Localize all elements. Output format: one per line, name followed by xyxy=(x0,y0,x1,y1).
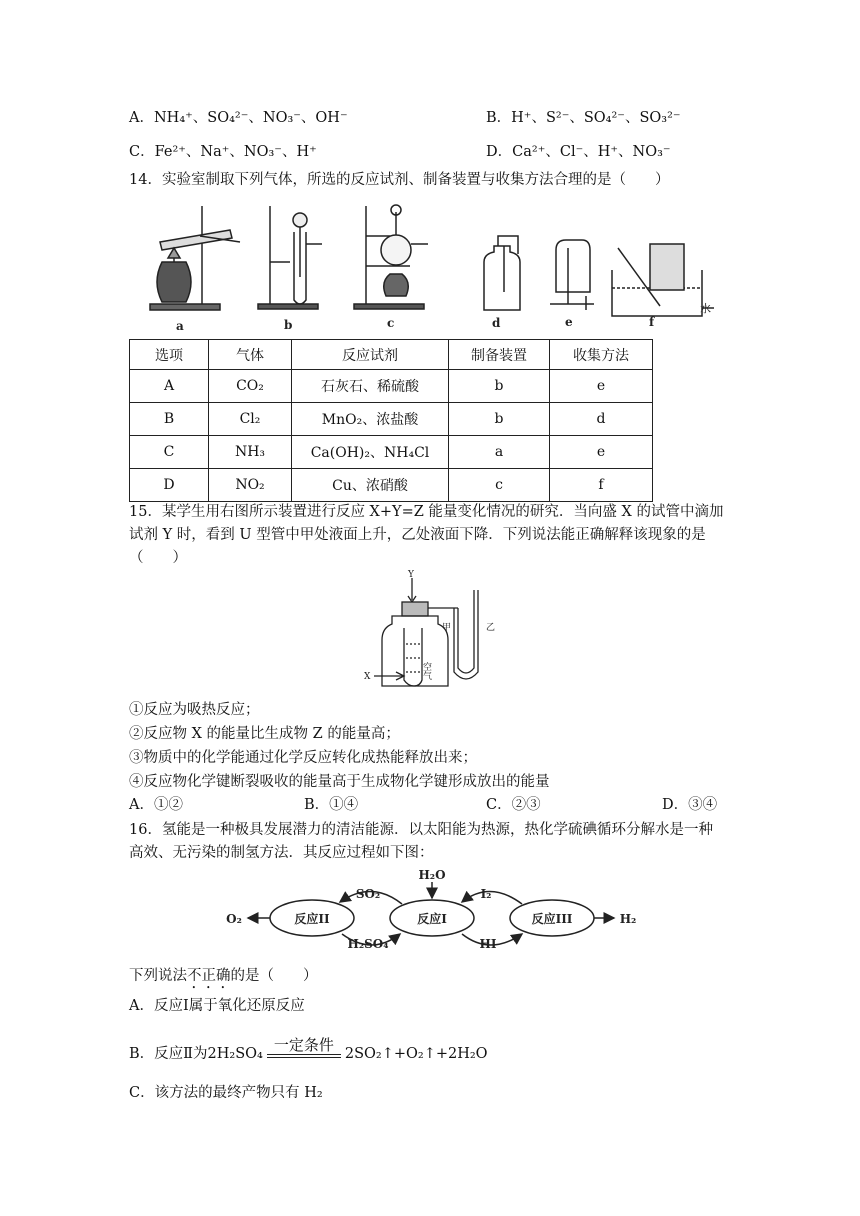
table-row xyxy=(130,370,653,403)
q15-option-c: C．②③ xyxy=(486,797,541,813)
label-air: 空气 xyxy=(421,662,431,680)
q16-question: 下列说法不正确的是（ ） xyxy=(129,968,318,984)
label-x: X xyxy=(364,672,371,682)
table-cell: D xyxy=(130,469,209,502)
table-cell: NO₂ xyxy=(209,469,292,502)
apparatus-e xyxy=(550,240,594,310)
table-header: 制备装置 xyxy=(449,340,550,370)
q15-statement-1: ①反应为吸热反应； xyxy=(129,702,260,718)
table-cell: CO₂ xyxy=(209,370,292,403)
table-cell: a xyxy=(449,436,550,469)
label-h2o: H₂O xyxy=(418,868,446,882)
table-cell: b xyxy=(449,370,550,403)
apparatus-f xyxy=(612,244,714,316)
q15-statement-2: ②反应物 X 的能量比生成物 Z 的能量高； xyxy=(129,726,400,742)
q15-option-a: A．①② xyxy=(129,797,183,813)
q16-stem-line2: 高效、无污染的制氢方法．其反应过程如下图： xyxy=(129,845,434,861)
table-cell: b xyxy=(449,403,550,436)
node-reaction-3: 反应III xyxy=(531,912,573,926)
label-so2: SO₂ xyxy=(355,887,381,901)
apparatus-c xyxy=(354,205,428,309)
table-cell: c xyxy=(449,469,550,502)
table-cell: B xyxy=(130,403,209,436)
table-cell: 石灰石、稀硫酸 xyxy=(292,370,449,403)
apparatus-b xyxy=(258,206,322,309)
q15-statement-3: ③物质中的化学能通过化学反应转化成热能释放出来； xyxy=(129,750,477,766)
label-hi: HI xyxy=(479,937,497,951)
q13-option-c: C．Fe²⁺、Na⁺、NO₃⁻、H⁺ xyxy=(129,144,317,160)
table-cell: NH₃ xyxy=(209,436,292,469)
table-row xyxy=(130,403,653,436)
table-row xyxy=(130,436,653,469)
table-header-row xyxy=(130,340,653,370)
q16-cycle-diagram xyxy=(222,866,642,962)
node-reaction-1: 反应I xyxy=(417,912,447,926)
q13-option-b: B．H⁺、S²⁻、SO₄²⁻、SO₃²⁻ xyxy=(486,110,681,126)
apparatus-a xyxy=(150,206,240,310)
table-cell: f xyxy=(550,469,653,502)
table-cell: d xyxy=(550,403,653,436)
table-cell: MnO₂、浓盐酸 xyxy=(292,403,449,436)
water-label: 水 xyxy=(700,302,711,315)
table-row xyxy=(130,469,653,502)
apparatus-label-c: c xyxy=(387,316,395,330)
q15-option-d: D．③④ xyxy=(662,797,718,813)
table-cell: Cl₂ xyxy=(209,403,292,436)
q13-option-a: A．NH₄⁺、SO₄²⁻、NO₃⁻、OH⁻ xyxy=(129,110,348,126)
table-header: 收集方法 xyxy=(550,340,653,370)
node-reaction-2: 反应II xyxy=(294,912,330,926)
q15-option-b: B．①④ xyxy=(304,797,359,813)
q16-option-c: C．该方法的最终产物只有 H₂ xyxy=(129,1085,323,1101)
q14-apparatus-figure xyxy=(140,192,720,334)
q13-option-d: D．Ca²⁺、Cl⁻、H⁺、NO₃⁻ xyxy=(486,144,671,160)
label-jia: 甲 xyxy=(442,623,452,633)
label-h2so4: H₂SO₄ xyxy=(347,937,389,951)
apparatus-label-a: a xyxy=(176,319,184,333)
q15-stem-line1: 15．某学生用右图所示装置进行反应 X+Y=Z 能量变化情况的研究．当向盛 X 的试管中滴加 xyxy=(129,504,724,520)
label-i2: I₂ xyxy=(480,887,492,901)
table-header: 气体 xyxy=(209,340,292,370)
table-cell: C xyxy=(130,436,209,469)
q14-reagent-table xyxy=(129,339,653,502)
q16-stem-line1: 16．氢能是一种极具发展潜力的清洁能源．以太阳能为热源，热化学硫碘循环分解水是一种 xyxy=(129,822,713,838)
apparatus-label-b: b xyxy=(284,318,293,332)
q16-option-a: A．反应Ⅰ属于氧化还原反应 xyxy=(129,998,305,1014)
table-cell: e xyxy=(550,436,653,469)
q15-stem-line3: （ ） xyxy=(129,550,187,566)
emphasis-not-correct: 不正确 xyxy=(187,968,231,984)
apparatus-label-e: e xyxy=(565,315,573,329)
apparatus-label-d: d xyxy=(492,316,501,330)
q15-statement-4: ④反应物化学键断裂吸收的能量高于生成物化学键形成放出的能量 xyxy=(129,774,550,790)
label-yi: 乙 xyxy=(486,623,496,633)
reaction-condition-arrow: 一定条件 xyxy=(267,1036,341,1068)
q16-option-b: B．反应Ⅱ为 2H₂SO₄ 一定条件 2SO₂↑+O₂↑+2H₂O xyxy=(129,1024,488,1068)
table-cell: A xyxy=(130,370,209,403)
label-h2: H₂ xyxy=(619,912,637,926)
table-cell: Cu、浓硝酸 xyxy=(292,469,449,502)
apparatus-label-f: f xyxy=(649,315,655,329)
q14-stem: 14．实验室制取下列气体，所选的反应试剂、制备装置与收集方法合理的是（ ） xyxy=(129,172,670,188)
label-y: Y xyxy=(408,570,414,580)
q15-stem-line2: 试剂 Y 时，看到 U 型管中甲处液面上升，乙处液面下降．下列说法能正确解释该现象的是 xyxy=(129,527,706,543)
table-cell: e xyxy=(550,370,653,403)
label-o2: O₂ xyxy=(226,912,242,926)
q15-u-tube-figure xyxy=(362,568,502,690)
table-header: 反应试剂 xyxy=(292,340,449,370)
table-cell: Ca(OH)₂、NH₄Cl xyxy=(292,436,449,469)
apparatus-d xyxy=(484,236,520,310)
table-header: 选项 xyxy=(130,340,209,370)
